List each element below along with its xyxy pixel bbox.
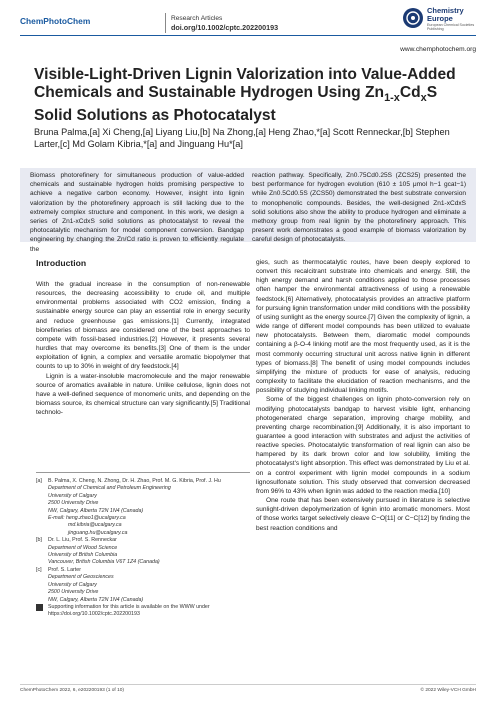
journal-website-link[interactable]: www.chemphotochem.org xyxy=(400,46,476,53)
abstract-left-column: Biomass photorefinery for simultaneous production of value-added chemicals and sustainable hydrogen holds promising perspective to achieve a negative carbon economy. However, insight into lignin valorization by the photorefinery approach is still lacking due to the extremely complex structure and component. In this work, we design a series of Zn1-xCdxS solid solutions as photocatalyst to reveal the photocatalytic mechanism for model component conversion. Bandgap engineering by changing the Zn/Cd ratio is proven to efficiently regulate the xyxy=(30,172,244,253)
email-link[interactable]: md.kibria@ucalgary.ca xyxy=(68,522,122,529)
abstract-right-column: reaction pathway. Specifically, Zn0.75Cd0.25S (ZCS25) presented the best performance for hydrogen evolution (610 ± 105 μmol h−1 gcat−1) while Zn0.5Cd0.5S (ZCS50) demonstrated the best substrate conversion to monophenolic compounds. Besides, the well-designed Zn1-xCdxS solid solutions also show the ability to produce hydrogen and eliminate a methoxy group from real lignin by the photorefinery approach. This present work demonstrates a good example of biomass valorization by careful design of photocatalysts. xyxy=(252,172,466,244)
supporting-info-icon xyxy=(36,604,43,611)
introduction-heading: Introduction xyxy=(36,258,87,268)
section-label: Research Articles xyxy=(171,15,223,22)
chemistry-europe-logo[interactable] xyxy=(402,5,484,33)
footer-copyright: © 2022 Wiley-VCH GmbH xyxy=(420,688,476,693)
affiliation-a: [a] B. Palma, X. Cheng, N. Zhong, Dr. H. Zhao, Prof. M. G. Kibria, Prof. J. Hu Department of Chemical and Petroleum Engineering University of Calgary 2500 University Drive NW, Calgary, Alberta T2N 1N4 (Canada) E-mail: heng.zhao1@ucalgary.ca md.kibria@ucalgary.ca jinguang.hu@ucalgary.ca xyxy=(36,478,221,536)
journal-name[interactable]: ChemPhotoChem xyxy=(20,16,91,26)
paragraph: Some of the biggest challenges on lignin photo-conversion rely on modifying photocatalysts bandgap to harvest visible light, enhancing photogenerated charge separation, improving charge mobility, and preventing charge recombination.[9] Additionally, it is also important to guarantee a good interaction with substrates and adjust the activities of reactive species. Photocatalytic transformation of real lignin can also be hampered by its dark brown color and low solubility, limiting the photocatalyst's light absorption. This effect was demonstrated by Liu et al. on a control experiment with lignin model compounds in a sodium lignosulfonate solution. This study observed that conversion decreased from 96% to 43% when lignin was added to the reaction media.[10] xyxy=(256,396,470,495)
logo-subtitle: European Chemical Societies Publishing xyxy=(427,23,475,31)
paragraph: gies, such as thermocatalytic routes, have been deeply explored to convert this recalcitrant substrate into chemicals and energy. Still, the high energy demand and harsh conditions applied to those processes often hamper the environmental attractiveness of using a renewable feedstock.[6] Alternatively, photocatalysis provides an attractive platform for pursuing lignin transformation under mild conditions with the possibility of using sunlight as the energy source.[7] Given the complexity of lignin, a wide range of different model compounds has been utilized to evaluate new photocatalysts. Between them, diaromatic model compounds containing a β-O-4 linking motif are the most frequently used, as it is the most commonly occurring structural unit across native lignin in different types of biomass.[8] The benefit of using model compounds includes simplifying the mixture of products for ease of analysis, reducing complexity to facilitate the elucidation of reaction mechanisms, and the possibility of studying individual linking motifs. xyxy=(256,259,470,395)
article-title: Visible-Light-Driven Lignin Valorization into Value-Added Chemicals and Sustainable Hydrogen Using $Zn_{1-x}Cd_xS$ Solid Solutions as Photocatalyst xyxy=(34,66,456,125)
body-column-right xyxy=(256,258,470,533)
page-header xyxy=(0,0,496,34)
affiliation-c: [c] Prof. S. Larter Department of Geosciences University of Calgary 2500 University Drive NW, Calgary, Alberta T2N 1N4 (Canada) xyxy=(36,566,144,603)
paragraph: One route that has been extensively pursued in literature is selective sunlight-driven depolymerization of lignin into aromatic monomers. Most of those works target selectively cleave C−O[11] or C−C[12] by finding the best reaction conditions and xyxy=(256,497,470,532)
body-column-left xyxy=(36,280,250,417)
paragraph: Lignin is a water-insoluble macromolecule and the major renewable source of aromatics available in nature. Unlike cellulose, lignin does not have a well-defined sequence of monomeric units, and depending on the biomass source, its chemical structure can vary significantly.[5] Traditional technolo- xyxy=(36,372,250,417)
header-divider xyxy=(165,13,166,33)
affiliation-divider xyxy=(36,472,250,473)
email-link[interactable]: jinguang.hu@ucalgary.ca xyxy=(68,529,128,536)
supporting-info[interactable]: Supporting information for this article is available on the WWW under https://doi.org/10.1002/cptc.202200193 xyxy=(36,604,250,619)
header-rule xyxy=(20,35,476,36)
author-list: Bruna Palma,[a] Xi Cheng,[a] Liyang Liu,[b] Na Zhong,[a] Heng Zhao,*[a] Scott Renneckar,[b] Stephen Larter,[c] Md Golam Kibria,*[a] and Jinguang Hu*[a] xyxy=(34,127,450,149)
affiliations xyxy=(36,478,250,619)
header-meta xyxy=(171,14,278,32)
chemistry-europe-logo-icon xyxy=(402,7,424,29)
logo-title: Chemistry Europe xyxy=(427,6,464,23)
affiliation-b: [b] Dr. L. Liu, Prof. S. Renneckar Department of Wood Science University of British Columbia Vancouver, British Columbia V6T 1Z4 (Canada) xyxy=(36,537,160,566)
footer-rule xyxy=(20,684,476,685)
doi-link[interactable]: doi.org/10.1002/cptc.202200193 xyxy=(171,23,279,32)
email-link[interactable]: E-mail: heng.zhao1@ucalgary.ca xyxy=(48,515,126,522)
paragraph: With the gradual increase in the consumption of non-renewable resources, the decreasing accessibility to crude oil, and multiple environmental problems associated with CO2 emission, finding a sustainable energy source can play an essential role in energy security and reduce greenhouse gas emissions.[1] Currently, integrated biorefineries of biomass are considered one of the best approaches to compete with fossil-based industries.[2] However, it presents several hurdles that may overcome its benefits.[3] One of them is the under exploitation of lignin, a complex and versatile aromatic biopolymer that counts to up to 30% in weight of dry feedstock.[4] xyxy=(36,281,250,371)
footer-citation: ChemPhotoChem 2022, 6, e202200193 (1 of 10) xyxy=(20,688,125,693)
